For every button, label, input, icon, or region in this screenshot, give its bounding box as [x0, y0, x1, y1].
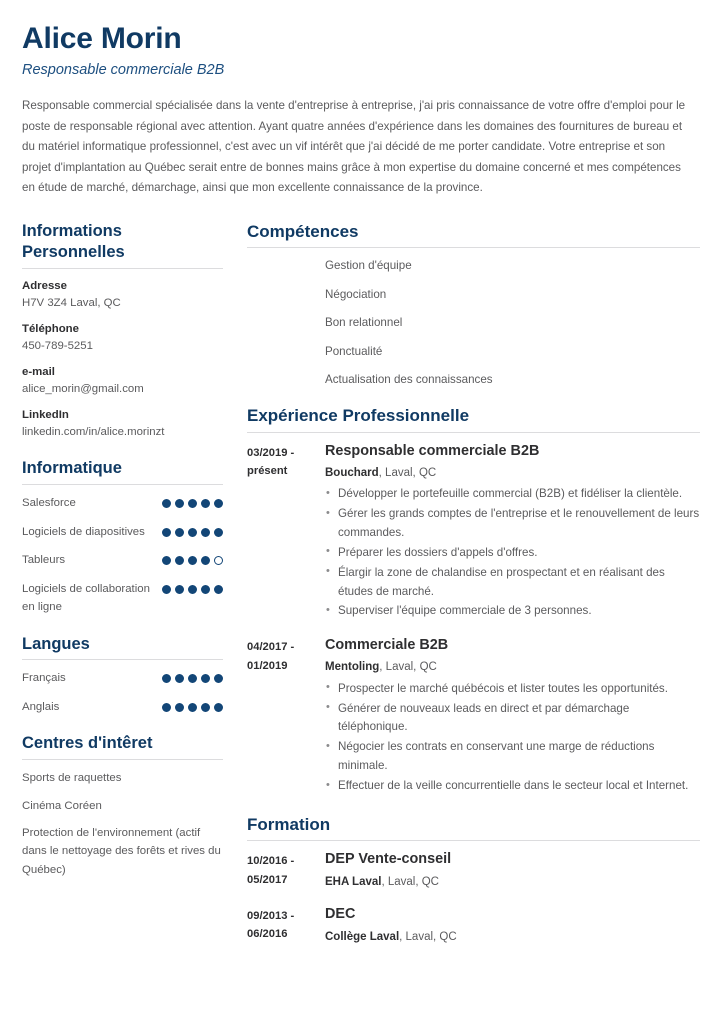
rating-dot-filled	[188, 674, 197, 683]
section-title-competences: Compétences	[247, 222, 359, 242]
entry-bullet: • Développer le portefeuille commercial (B2B) et fidéliser la clientèle.	[325, 485, 700, 504]
entry-date: 09/2013 - 06/2016	[247, 909, 295, 941]
section-divider	[22, 659, 223, 660]
rating-dot-filled	[201, 528, 210, 537]
rating-dot-filled	[201, 556, 210, 565]
rating-dot-filled	[175, 499, 184, 508]
entry-bullet: • Préparer les dossiers d'appels d'offres.	[325, 544, 700, 563]
rating-dot-filled	[175, 528, 184, 537]
contact-value-email[interactable]: alice_morin@gmail.com	[22, 383, 144, 396]
profile-summary: Responsable commercial spécialisée dans la vente d'entreprise à entreprise, j'ai pris connaissance de votre offre d'emploi pour le poste de responsable régional avec attention. Ayant quatre années d'expérience dans les domaines des fournitures de bureau et du matériel informatique professionnel, c'est avec un vif intérêt que j'ai décidé de me porter candidate. Votre entreprise et son projet d'implantation au Québec serait entre de bonnes mains grâce à mon expertise du domaine concerné et mes compétences en étude de marché, démarchage, ainsi que mon excellente connaissance de la province.	[22, 98, 686, 195]
list-item: Cinéma Coréen	[22, 799, 102, 812]
rating-row	[22, 698, 223, 716]
rating-dot-filled	[162, 556, 171, 565]
resume-header	[22, 22, 704, 199]
contact-item-linkedin	[22, 407, 223, 441]
rating-dot-filled	[175, 703, 184, 712]
list-item: Bon relationnel	[325, 316, 403, 330]
rating-dot-filled	[214, 528, 223, 537]
rating-dot-filled	[201, 585, 210, 594]
rating-dot-filled	[201, 674, 210, 683]
section-informatique	[22, 458, 223, 616]
contact-label: LinkedIn	[22, 409, 69, 422]
rating-dot-filled	[214, 674, 223, 683]
contact-item-phone	[22, 321, 223, 355]
rating-label: Salesforce	[22, 497, 76, 510]
entry-organisation	[325, 464, 700, 483]
rating-dot-filled	[214, 703, 223, 712]
rating-label: Tableurs	[22, 554, 66, 567]
entry-details	[325, 442, 700, 623]
rating-dots	[162, 494, 223, 508]
list-item: Négociation	[325, 287, 387, 301]
rating-dots	[162, 580, 223, 594]
rating-dot-filled	[188, 556, 197, 565]
entry-bullet: • Gérer les grands comptes de l'entreprise et le renouvellement de leurs commandes.	[325, 505, 700, 543]
rating-dot-filled	[175, 556, 184, 565]
contact-label: e-mail	[22, 366, 55, 379]
entry-bullet-list	[325, 680, 700, 796]
rating-dots	[162, 523, 223, 537]
list-item: Gestion d'équipe	[325, 259, 412, 273]
rating-label: Anglais	[22, 700, 60, 713]
entry-title: DEC	[325, 905, 356, 922]
section-experience	[247, 405, 700, 797]
rating-dot-filled	[188, 499, 197, 508]
rating-dots	[162, 551, 223, 565]
entry-details	[325, 636, 700, 797]
entry-company-name: Bouchard	[325, 466, 379, 479]
contact-label: Adresse	[22, 279, 67, 292]
education-entry	[247, 850, 700, 891]
rating-row	[22, 551, 223, 569]
entry-details	[325, 850, 700, 891]
rating-label: Logiciels de collaboration en ligne	[22, 582, 150, 614]
rating-dot-filled	[214, 499, 223, 508]
rating-dot-filled	[162, 674, 171, 683]
entry-location: , Laval, QC	[399, 930, 457, 943]
entry-location: , Laval, QC	[379, 661, 437, 674]
section-title-experience: Expérience Professionnelle	[247, 406, 470, 426]
section-title-formation: Formation	[247, 815, 331, 835]
rating-dot-filled	[201, 703, 210, 712]
entry-bullet: • Élargir la zone de chalandise en prospectant et en réalisant des études de marché.	[325, 564, 700, 602]
resume-body	[22, 221, 704, 963]
rating-dot-filled	[162, 703, 171, 712]
section-divider	[247, 247, 700, 248]
entry-date: 10/2016 - 05/2017	[247, 855, 295, 887]
section-title-personal-information: Informations Personnelles	[22, 222, 125, 261]
entry-organisation	[325, 658, 700, 677]
rating-dot-filled	[162, 585, 171, 594]
entry-school-name: Collège Laval	[325, 930, 400, 943]
rating-label: Français	[22, 672, 66, 685]
rating-dot-filled	[162, 499, 171, 508]
candidate-name: Alice Morin	[22, 22, 182, 55]
section-competences	[247, 221, 700, 388]
entry-date: 04/2017 - 01/2019	[247, 641, 295, 672]
entry-location: , Laval, QC	[381, 876, 439, 889]
entry-title: Responsable commerciale B2B	[325, 442, 540, 459]
contact-item-address	[22, 278, 223, 312]
section-divider	[247, 840, 700, 841]
main-column	[247, 221, 704, 963]
entry-bullet: • Superviser l'équipe commerciale de 3 personnes.	[325, 602, 700, 621]
entry-details	[325, 905, 700, 946]
contact-label: Téléphone	[22, 322, 79, 335]
rating-dot-filled	[214, 585, 223, 594]
entry-bullet: • Générer de nouveaux leads en direct et par démarchage téléphonique.	[325, 700, 700, 738]
section-langues	[22, 634, 223, 717]
sidebar	[22, 221, 223, 896]
section-title-informatique: Informatique	[22, 459, 122, 478]
section-personal-information	[22, 221, 223, 441]
list-item: Actualisation des connaissances	[325, 372, 493, 386]
entry-bullet: • Effectuer de la veille concurrentielle dans le secteur local et Internet.	[325, 777, 700, 796]
entry-location: , Laval, QC	[378, 466, 437, 479]
experience-entry	[247, 442, 700, 623]
rating-dot-filled	[175, 674, 184, 683]
rating-dot-empty	[214, 556, 223, 565]
contact-value: H7V 3Z4 Laval, QC	[22, 296, 121, 309]
rating-dot-filled	[175, 585, 184, 594]
entry-title: Commerciale B2B	[325, 637, 449, 654]
rating-dot-filled	[188, 528, 197, 537]
entry-school-name: EHA Laval	[325, 876, 382, 889]
rating-dot-filled	[162, 528, 171, 537]
entry-bullet: • Prospecter le marché québécois et lister toutes les opportunités.	[325, 680, 700, 699]
section-divider	[22, 759, 223, 760]
list-item: Sports de raquettes	[22, 772, 122, 785]
rating-label: Logiciels de diapositives	[22, 525, 145, 538]
contact-value-linkedin[interactable]: linkedin.com/in/alice.morinzt	[22, 426, 165, 439]
rating-row	[22, 494, 223, 512]
section-divider	[22, 268, 223, 269]
entry-bullet-list	[325, 485, 700, 621]
entry-bullet: • Négocier les contrats en conservant une marge de réductions minimale.	[325, 738, 700, 776]
rating-dot-filled	[201, 499, 210, 508]
rating-dot-filled	[188, 703, 197, 712]
entry-date: 03/2019 - présent	[247, 446, 295, 478]
candidate-job-title: Responsable commerciale B2B	[22, 61, 225, 78]
section-interests	[22, 733, 223, 879]
education-entry	[247, 905, 700, 946]
contact-value: 450-789-5251	[22, 339, 93, 352]
entry-title: DEP Vente-conseil	[325, 851, 452, 868]
entry-organisation	[325, 928, 700, 947]
contact-item-email	[22, 364, 223, 398]
rating-dots	[162, 698, 223, 712]
entry-company-name: Mentoling	[325, 661, 380, 674]
rating-row	[22, 580, 223, 617]
section-divider	[22, 484, 223, 485]
rating-dots	[162, 669, 223, 683]
entry-organisation	[325, 873, 700, 892]
rating-dot-filled	[188, 585, 197, 594]
section-title-interests: Centres d'intêret	[22, 734, 153, 753]
rating-row	[22, 669, 223, 687]
section-title-langues: Langues	[22, 634, 90, 653]
section-divider	[247, 432, 700, 433]
section-formation	[247, 814, 700, 946]
rating-row	[22, 523, 223, 541]
experience-entry	[247, 636, 700, 797]
list-item: Ponctualité	[325, 344, 383, 358]
list-item: Protection de l'environnement (actif dans le nettoyage des forêts et rives du Québec)	[22, 827, 221, 876]
